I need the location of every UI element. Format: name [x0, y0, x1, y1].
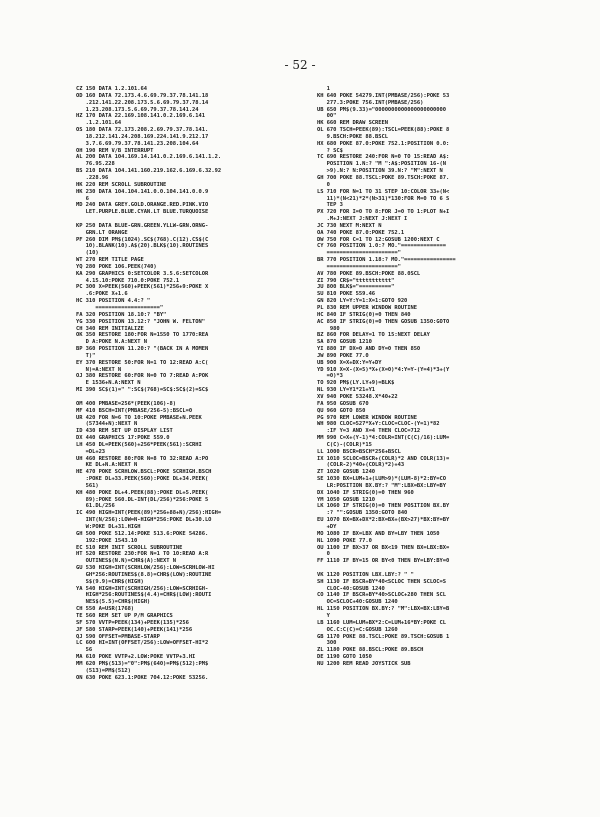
code-line: GRN.LT ORANGE — [76, 229, 128, 236]
code-line: LR:POSITION BX.BY:? "M":LBX=BX:LBY=BY — [317, 482, 446, 489]
code-line: 0 — [317, 181, 330, 188]
code-line: YD 910 X=X-(X=5)*X+(X=0)*4:Y=Y-(Y=4)*3+(Y — [317, 366, 450, 373]
code-line: OUTINES$(N.N)=CHR$(A):NEXT N — [76, 558, 176, 565]
code-line: HE 470 POKE SCRHLOW.BSCL:POKE SCRHIGH.BSCH — [76, 469, 212, 476]
code-line: QJ 590 OFFSET=PMBASE-STARP — [76, 633, 160, 640]
code-line: GB 1170 POKE 88.TSCL:POKE 89.TSCH:GOSUB 1 — [317, 633, 450, 640]
code-line: SH 1130 IF BSCR+BY*40<SCLOC THEN SCLOC=S — [317, 578, 446, 585]
code-line: JF 580 STARP=PEEK(140)+PEEK(141)*256 — [76, 626, 193, 633]
code-line: TC 690 RESTORE 240:FOR N=0 TO 15:READ A$: — [317, 154, 450, 161]
code-line — [317, 565, 551, 572]
code-line: .228.96 — [76, 174, 109, 181]
code-line: 4.15.10:POKE 710.0:POKE 752.1 — [76, 277, 180, 284]
code-line: UR 420 FOR N=6 TO 10:POKE PMBASE+N.PEEK — [76, 414, 202, 421]
code-line: BR 770 POSITION 1.18:? MO."================ — [317, 257, 456, 264]
code-line: +DY — [317, 524, 337, 530]
code-line: LL 1000 BSCR=BSCH*256+BSCL — [317, 448, 401, 455]
code-line: OJ 380 RESTORE 60:FOR N=0 TO 7:READ A:POK — [76, 373, 209, 380]
code-line: YI 880 IF DX=0 AND DY=0 THEN 850 — [317, 346, 421, 353]
code-line: 1.23.208.173.5.6.69.79.37.78.141.24 — [76, 106, 199, 113]
code-line: POSITION 1.N:? "M ":A$:POSITION 16-(N — [317, 161, 446, 168]
code-line: FA 320 POSITION 18.10:? "BY" — [76, 311, 167, 318]
code-line: TEP 3 — [317, 202, 343, 209]
code-line: XV 940 POKE 53248.X*40+22 — [317, 393, 398, 400]
code-line: 61.DL/256 — [76, 503, 115, 510]
code-line: UB 900 X=X+DX:Y=Y+DY — [317, 359, 382, 366]
code-line: OC=SCLOC+40:GOSUB 1240 — [317, 599, 398, 606]
code-line: 9.BSCH:POKE 88.BSCL — [317, 133, 388, 140]
code-line: MI 390 SC$(1)=" ":SC$(768)=SC$:SC$(2)=SC$ — [76, 387, 209, 394]
code-line: 11)*(N<21)*2*(N>31)*130:FOR M=0 TO 6 S — [317, 195, 450, 202]
code-line: GH 700 POKE 88.TSCL:POKE 89.TSCH:POKE 87. — [317, 174, 450, 181]
code-line: PX 720 FOR I=0 TO 8:FOR J=0 TO 1:PLOT N+I — [317, 209, 450, 216]
code-line: .212.141.22.208.173.5.6.69.79.37.78.14 — [76, 99, 209, 106]
code-line: EU 1070 BX=BX+DX*2:BX=BX+(BX>27)*BX:BY=BY — [317, 517, 450, 524]
code-line: OL 670 TSCH=PEEK(89):TSCL=PEEK(88):POKE 8 — [317, 127, 450, 134]
code-line: 76.95.228 — [76, 161, 115, 168]
code-line: NL 1090 POKE 77.0 — [317, 537, 372, 544]
code-line: 980 — [317, 325, 340, 332]
code-line: E 1536+N.A:NEXT N — [76, 380, 141, 387]
code-line: TO 920 PM$(LY.LY+9)=BLK$ — [317, 380, 395, 387]
code-line: ====================" — [76, 305, 164, 311]
code-line: MD 240 DATA GREY.GOLD.ORANGE.RED.PINK.VIO — [76, 202, 209, 209]
code-line: JW 890 POKE 77.0 — [317, 352, 369, 359]
code-line: CH 340 REM INITIALIZE — [76, 325, 144, 332]
code-line: ZL 1180 POKE 88.BSCL:POKE 89.BSCH — [317, 647, 424, 654]
code-line: .1.2.101.64 — [76, 120, 122, 127]
code-line: MM 990 C=X+(Y-1)*4:COLR=INT(C(C)/16):LUM= — [317, 435, 450, 442]
code-line: KH 480 POKE DL+4.PEEK(88):POKE DL+5.PEEK( — [76, 489, 209, 496]
code-line: 10).BLANK(10).A$(20).BLK$(10).ROUTINES — [76, 243, 209, 250]
code-line: OD 160 DATA 72.173.4.6.69.79.37.78.141.18 — [76, 92, 209, 99]
code-line: ON 630 POKE 623.1:POKE 704.12:POKE 53256. — [76, 674, 209, 681]
code-line: OK 350 RESTORE 180:FOR N=1550 TO 1770:REA — [76, 332, 209, 339]
code-line: ID 430 REM SET UP DISPLAY LIST — [76, 428, 173, 435]
code-line: OA 740 POKE 87.0:POKE 752.1 — [317, 229, 405, 236]
code-line: N)=A:NEXT N — [76, 366, 122, 373]
code-line: CLOC-40:GOSUB 1240 — [317, 585, 385, 592]
code-line: HK 660 REM DRAW SCREEN — [317, 120, 388, 127]
code-line: PF 260 DIM PM$(1024).SC$(768).C(12).CS$(C — [76, 236, 209, 243]
code-line: GH*256:ROUTINES$(8.8)=CHR$(LOW):ROUTINE — [76, 571, 212, 578]
code-line — [76, 216, 308, 223]
code-line: (513)=PM$(512) — [76, 667, 131, 674]
code-line: MO 1080 IF BX=LBX AND BY=LBY THEN 1050 — [317, 530, 440, 537]
code-line: >9).N:? N:POSITION 39.N:? "M":NEXT N — [317, 168, 443, 175]
code-line: =0)*3 — [317, 373, 343, 380]
code-line: GN 820 LY=Y:Y=1:X=1:GOTO 920 — [317, 298, 408, 305]
code-line: DW 750 FOR C=1 TO 12:GOSUB 1200:NEXT C — [317, 236, 440, 243]
code-line: CZ 150 DATA 1.2.101.64 — [76, 86, 147, 92]
code-line: MA 610 POKE VVTP+2.LOW:POKE VVTP+3.HI — [76, 654, 196, 661]
code-line: (COLR-2)*40+(COLR)*2)+43 — [317, 462, 405, 469]
code-line: LK 1060 IF STRIG(0)=0 THEN POSITION BX.BY — [317, 503, 450, 510]
code-line: WH 980 CLOC=527*X+Y:CLOC=CLOC-(Y=1)*82 — [317, 421, 440, 428]
code-line: AL 200 DATA 104.169.14.141.0.2.169.6.141.1.2. — [76, 154, 222, 161]
code-line: 3.7.6.69.79.37.78.141.23.208.104.64 — [76, 140, 199, 147]
code-line: (10) — [76, 250, 99, 257]
code-line: MM 620 PM$(513)="0":PM$(640)=PM$(512):PM$ — [76, 660, 209, 667]
code-line: JC 730 NEXT M:NEXT N — [317, 222, 382, 229]
code-line: QU 960 GOTO 850 — [317, 407, 366, 414]
code-line: OH 190 REM V/B INTERRUPT — [76, 147, 154, 154]
code-line: DE 1190 GOTO 1050 — [317, 654, 372, 661]
code-line: 00" — [317, 113, 337, 120]
code-line: HX 680 POKE 87.0:POKE 752.1:POSITION 0.0: — [317, 140, 450, 147]
code-line: OM 400 PMBASE=256*(PEEK(106)-8) — [76, 400, 176, 407]
code-line: :POKE DL+33.PEEK(560):POKE DL+34.PEEK( — [76, 476, 209, 483]
code-line: DX 1040 IF STRIG(0)=0 THEN 960 — [317, 489, 414, 496]
code-line: ZI 790 CR$="ttttttttttt" — [317, 277, 395, 284]
code-line: HT 520 RESTORE 230:FOR N=1 TO 10:READ A:R — [76, 551, 209, 558]
code-line: ======================" — [317, 250, 401, 257]
code-line: 89):POKE 560.DL-INT(DL/256)*256:POKE 5 — [76, 496, 209, 503]
code-line: NES$(5.5)=CHR$(HIGH) — [76, 599, 151, 606]
code-line: AV 780 POKE 89.BSCH:POKE 88.0SCL — [317, 270, 421, 277]
code-line: D A:POKE N.A:NEXT N — [76, 339, 147, 346]
code-line: ZT 1020 GOSUB 1240 — [317, 469, 376, 476]
code-line: LS 710 FOR N=1 TO 31 STEP 10:COLOR 33+(N< — [317, 188, 450, 195]
code-line: UB 650 PM$(9.33)="0000000000000000000000 — [317, 106, 446, 113]
code-line: LH 450 DL=PEEK(560)+256*PEEK(561):SCRHI — [76, 441, 202, 448]
code-line: IX 1010 SCLOC=BSCR+(COLR)*2 AND COLR(13)= — [317, 455, 450, 462]
code-line — [76, 394, 308, 401]
code-line: :IF Y=3 AND X=4 THEN CLOC=712 — [317, 428, 421, 435]
code-line: GU 530 HIGH=INT(SCRHLOW/256):LOW=SCRHLOW-HI — [76, 565, 215, 572]
code-line: PG 970 REM LOWER WINDOW ROUTINE — [317, 414, 417, 421]
code-line: KA 290 GRAPHICS 0:SETCOLOR 3.5.6:SETCOLOR — [76, 270, 209, 277]
code-line: ======================" — [317, 263, 401, 270]
code-line: HL 1150 POSITION BX.BY:? "M":LBX=BX:LBY=B — [317, 606, 450, 613]
code-line: FF 1110 IF BY=15 OR BY<0 THEN BY=LBY:BY=0 — [317, 558, 450, 565]
code-line: GH 500 POKE 512.14:POKE 513.6:POKE 54286. — [76, 530, 209, 537]
code-line: HK 230 DATA 104.104.141.0.0.104.141.0.0.9 — [76, 188, 209, 195]
code-line: OU 1100 IF BX>37 OR BX<19 THEN BX=LBX:BX= — [317, 544, 450, 551]
code-line: 277.3:POKE 756.INT(PMBASE/256) — [317, 99, 424, 106]
code-line: KE DL+N.A:NEXT N — [76, 462, 138, 469]
code-line: :? "":GOSUB 1350:GOTO 840 — [317, 510, 408, 517]
code-line: HC 840 IF STRIG(0)=0 THEN 840 — [317, 311, 411, 318]
code-line: PC 300 X=PEEK(560)+PEEK(561)*256+9:POKE X — [76, 284, 209, 291]
code-line: YQ 280 POKE 106.PEEK(740) — [76, 263, 157, 270]
code-line: ? SC$ — [317, 147, 343, 154]
code-line: CH 550 A=USR(1768) — [76, 606, 135, 613]
code-line: SU 810 POKE 559.46 — [317, 291, 376, 298]
code-line: 192:POKE 1543.10 — [76, 537, 138, 544]
code-line: CY 760 POSITION 1.0:? MO."============== — [317, 243, 446, 250]
code-line: BZ 860 FOR DELAY=1 TO 15:NEXT DELAY — [317, 332, 430, 339]
code-line: FA 950 GOSUB 670 — [317, 400, 369, 407]
code-line: =DL+23 — [76, 448, 106, 455]
code-line: WT 270 REM TITLE PAGE — [76, 257, 144, 264]
code-line: HC 310 POSITION 4.4:? " — [76, 298, 151, 305]
code-line: HK 220 REM SCROLL SUBROUTINE — [76, 181, 167, 188]
code-line: UH 460 RESTORE 80:FOR N=8 TO 32:READ A:PO — [76, 455, 209, 462]
code-line: PL 830 REM UPPER WINDOW ROUTINE — [317, 305, 417, 311]
code-line: LC 600 HI=INT(OFFSET/256):LOW=OFFSET-HI*2 — [76, 640, 209, 647]
code-line: 56 — [76, 647, 93, 654]
code-line: KP 250 DATA BLUE-GRN.GREEN.YLLW-GRN.ORNG- — [76, 222, 209, 229]
code-line: HIGH*256:ROUTINES$(4.4)=CHR$(LOW):ROUTI — [76, 592, 212, 599]
code-line: YG 330 POSITION 13.12:? "JOHN W. FELTON" — [76, 318, 205, 325]
code-line: C(C)-(COLR)*15 — [317, 441, 372, 448]
code-line: MF 410 BSCH=INT(PMBASE/256-5):BSCL=0 — [76, 407, 193, 414]
code-line: .6:POKE X+1.6 — [76, 291, 128, 298]
code-listing-left-column — [76, 86, 308, 681]
code-line: LB 1160 LUM=LUM+BX*2:C=LUM+16*BY:POKE CL — [317, 619, 446, 626]
code-line: T)" — [76, 352, 96, 359]
code-line: VK 1120 POSITION LBX.LBY:? " " — [317, 571, 414, 578]
code-line: KH 640 POKE 54279.INT(PMBASE/256):POKE 53 — [317, 92, 450, 99]
code-line: 18.212.141.24.208.169.224.141.9.212.17 — [76, 133, 209, 140]
code-line: YM 1050 GOSUB 1210 — [317, 496, 376, 503]
code-line: SF 570 VVTP=PEEK(134)+PEEK(135)*256 — [76, 619, 189, 626]
code-line: OS 180 DATA 72.173.208.2.69.79.37.78.141. — [76, 127, 209, 134]
code-line: EC 510 REM INIT SCROLL SUBROUTINE — [76, 544, 183, 551]
code-line: LET.PURPLE.BLUE.CYAN.LT BLUE.TURQUOISE — [76, 209, 209, 216]
code-line: NL 930 LY=Y1*21+Y1 — [317, 387, 376, 394]
code-line: NU 1200 REM READ JOYSTICK SUB — [317, 660, 411, 667]
code-line: JU 800 BLK$="==========" — [317, 284, 395, 291]
code-line: BP 360 POSITION 11.20:? "(BACK IN A MOMEN — [76, 346, 209, 353]
code-line: 6 — [76, 195, 89, 202]
code-line: 1 — [317, 86, 330, 92]
code-line: DX 440 GRAPHICS 17:POKE 559.0 — [76, 435, 170, 442]
code-line: SE 1030 BX=LUM+1+(LUM>9)*(LUM-8)*2:BY=CO — [317, 476, 446, 483]
code-line: BS 210 DATA 104.141.160.219.162.6.169.6.32.92 — [76, 168, 222, 175]
code-line: (57344+N):NEXT N — [76, 421, 138, 428]
page-number: - 52 - — [284, 58, 316, 72]
code-line: INT(N/256):LOW=N-HIGH*256:POKE DL+30.LO — [76, 517, 212, 524]
code-line: Y — [317, 612, 330, 619]
code-line: S$(9.9)=CHR$(HIGH) — [76, 578, 144, 585]
code-line: SA 870 GOSUB 1210 — [317, 339, 372, 346]
code-listing-right-column — [317, 86, 551, 668]
code-line: .M+J:NEXT J:NEXT J:NEXT I — [317, 216, 408, 223]
code-line: YA 540 HIGH=INT(SCRHIGH/256):LOW=SCRHIGH- — [76, 585, 209, 592]
code-line: AC 850 IF STRIG(0)=0 THEN GOSUB 1350:GOTO — [317, 318, 450, 325]
code-line: 561) — [76, 482, 99, 489]
code-line: 0 — [317, 551, 330, 558]
code-line: 300 — [317, 640, 337, 647]
code-line: W:POKE DL+31.HIGH — [76, 524, 141, 530]
code-line: HZ 170 DATA 22.169.108.141.0.2.169.6.141 — [76, 113, 205, 120]
code-line: EY 370 RESTORE 50:FOR N=1 TO 12:READ A:C( — [76, 359, 209, 366]
code-line: CO 1140 IF BSCR+BY*40>SCLOC+280 THEN SCL — [317, 592, 446, 599]
code-line: IC 490 HIGH=INT(PEEK(89)*256+88+N)/256):HIGH= — [76, 510, 222, 517]
code-line: TE 560 REM SET UP P/M GRAPHICS — [76, 612, 173, 619]
code-line: OC.C:C(C)=C:GOSUB 1260 — [317, 626, 398, 633]
